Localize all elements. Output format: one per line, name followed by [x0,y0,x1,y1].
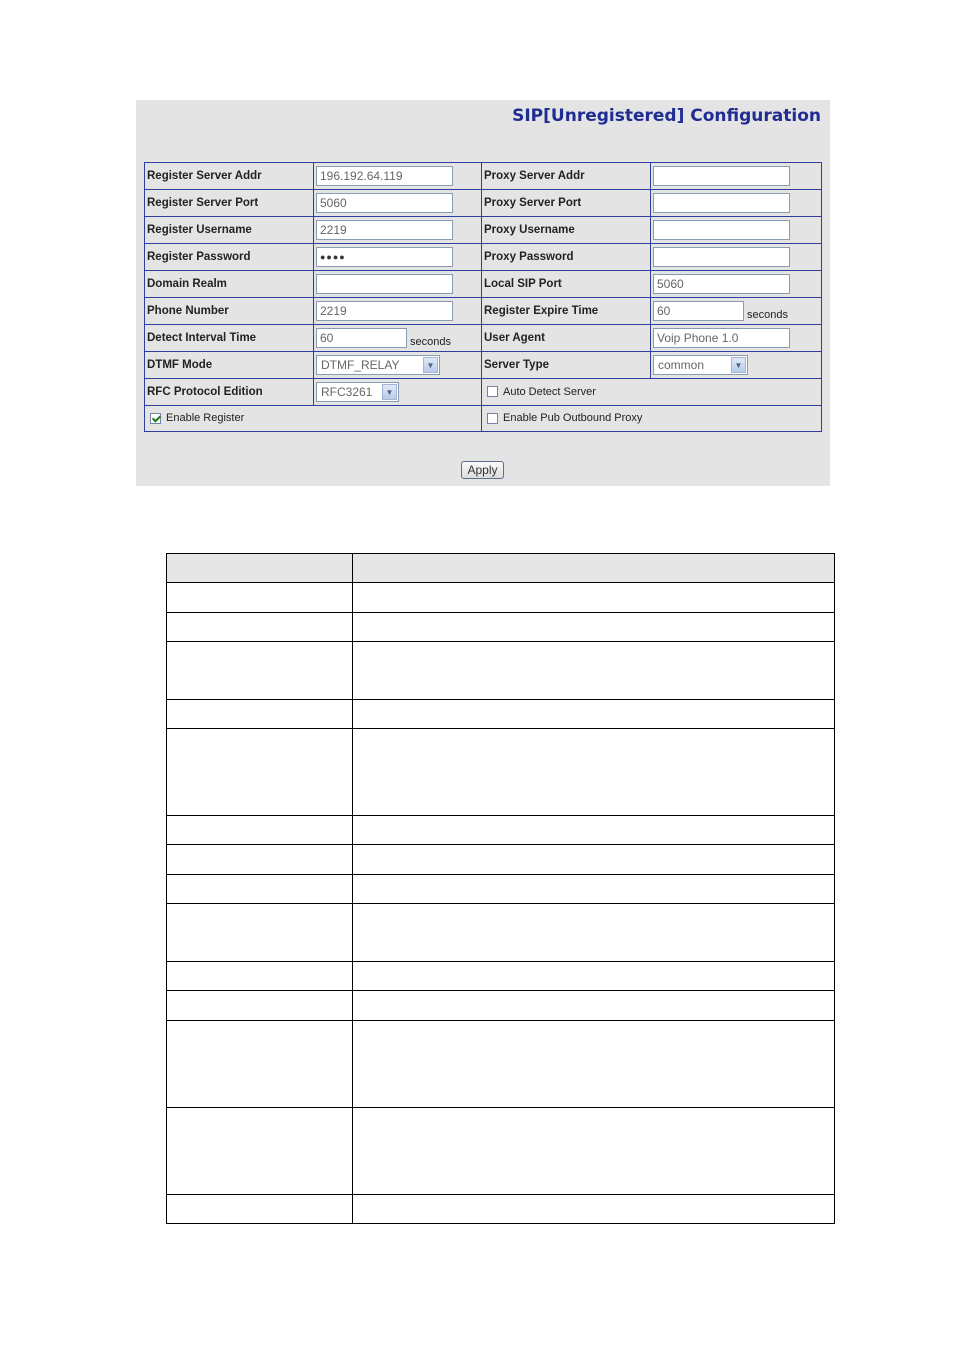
register-expire-time-label: Register Expire Time [482,298,651,325]
table-cell [167,904,353,962]
local-sip-port-label: Local SIP Port [482,271,651,298]
table-cell [167,642,353,700]
enable-pub-outbound-proxy-cell [482,406,822,432]
user-agent-label: User Agent [482,325,651,352]
phone-number-input[interactable]: 2219 [316,301,453,321]
user-agent-input[interactable]: Voip Phone 1.0 [653,328,790,348]
table-cell [167,729,353,816]
table-cell [353,700,835,729]
rfc-protocol-edition-select[interactable] [316,382,399,402]
server-type-select[interactable] [653,355,748,375]
table-cell [167,816,353,845]
phone-number-label: Phone Number [145,298,314,325]
proxy-server-port-input[interactable] [653,193,790,213]
dtmf-mode-select[interactable] [316,355,440,375]
detect-interval-time-input[interactable]: 60 [316,328,407,348]
table-row [167,1195,835,1224]
table-row [167,1021,835,1108]
table-row [145,406,822,432]
table-row [145,325,822,352]
sip-config-panel [136,100,830,486]
domain-realm-label: Domain Realm [145,271,314,298]
table-cell [353,875,835,904]
proxy-server-addr-label: Proxy Server Addr [482,163,651,190]
enable-register-checkbox[interactable] [150,413,161,424]
table-cell [353,554,835,583]
chevron-down-icon[interactable]: ▼ [382,384,397,400]
table-cell [353,642,835,700]
table-cell [167,1195,353,1224]
table-row [167,816,835,845]
dtmf-mode-label: DTMF Mode [145,352,314,379]
table-cell [353,991,835,1021]
chevron-down-icon[interactable]: ▼ [731,357,746,373]
register-server-port-input[interactable]: 5060 [316,193,453,213]
rfc-protocol-edition-label: RFC Protocol Edition [145,379,314,406]
register-server-port-label: Register Server Port [145,190,314,217]
table-row [145,271,822,298]
table-cell [167,1108,353,1195]
table-cell [167,991,353,1021]
proxy-password-label: Proxy Password [482,244,651,271]
register-username-input[interactable]: 2219 [316,220,453,240]
table-row [145,379,822,406]
table-row [167,904,835,962]
enable-register-cell [145,406,482,432]
table-row [167,729,835,816]
auto-detect-server-cell [482,379,822,406]
table-row [167,875,835,904]
table-row [167,991,835,1021]
enable-register-label: Enable Register [166,412,245,425]
table-row [145,298,822,325]
table-cell [167,875,353,904]
detect-interval-time-unit: seconds [410,336,451,348]
table-cell [353,904,835,962]
detect-interval-time-label: Detect Interval Time [145,325,314,352]
table-cell [353,1195,835,1224]
table-cell [353,583,835,613]
table-cell [167,1021,353,1108]
sip-config-table [144,162,822,432]
description-table [166,553,835,1224]
dtmf-mode-value: DTMF_RELAY [321,358,400,372]
server-type-label: Server Type [482,352,651,379]
auto-detect-server-label: Auto Detect Server [503,385,596,398]
table-row [145,217,822,244]
table-header-row [167,554,835,583]
table-cell [353,845,835,875]
table-row [167,700,835,729]
proxy-username-label: Proxy Username [482,217,651,244]
table-cell [353,1108,835,1195]
register-password-label: Register Password [145,244,314,271]
proxy-username-input[interactable] [653,220,790,240]
table-row [145,163,822,190]
table-cell [167,962,353,991]
table-cell [353,1021,835,1108]
table-cell [167,845,353,875]
table-row [145,244,822,271]
local-sip-port-input[interactable]: 5060 [653,274,790,294]
proxy-password-input[interactable] [653,247,790,267]
register-expire-time-unit: seconds [747,309,788,321]
register-server-addr-input[interactable]: 196.192.64.119 [316,166,453,186]
proxy-server-port-label: Proxy Server Port [482,190,651,217]
table-row [145,190,822,217]
auto-detect-server-checkbox[interactable] [487,386,498,397]
proxy-server-addr-input[interactable] [653,166,790,186]
chevron-down-icon[interactable]: ▼ [423,357,438,373]
register-password-input[interactable]: ●●●● [316,247,453,267]
domain-realm-input[interactable] [316,274,453,294]
table-row [167,642,835,700]
table-cell [167,583,353,613]
table-cell [353,962,835,991]
table-row [167,962,835,991]
table-cell [353,613,835,642]
register-username-label: Register Username [145,217,314,244]
table-row [145,352,822,379]
table-row [167,1108,835,1195]
server-type-value: common [658,358,705,372]
enable-pub-outbound-proxy-label: Enable Pub Outbound Proxy [503,412,643,425]
table-cell [167,700,353,729]
table-cell [167,554,353,583]
rfc-protocol-edition-value: RFC3261 [321,385,373,399]
table-row [167,613,835,642]
apply-button[interactable]: Apply [461,461,504,479]
enable-pub-outbound-proxy-checkbox[interactable] [487,413,498,424]
register-server-addr-label: Register Server Addr [145,163,314,190]
table-cell [353,816,835,845]
table-cell [353,729,835,816]
register-expire-time-input[interactable]: 60 [653,301,744,321]
table-cell [167,613,353,642]
table-row [167,845,835,875]
table-row [167,583,835,613]
page-title: SIP[Unregistered] Configuration [512,106,821,126]
